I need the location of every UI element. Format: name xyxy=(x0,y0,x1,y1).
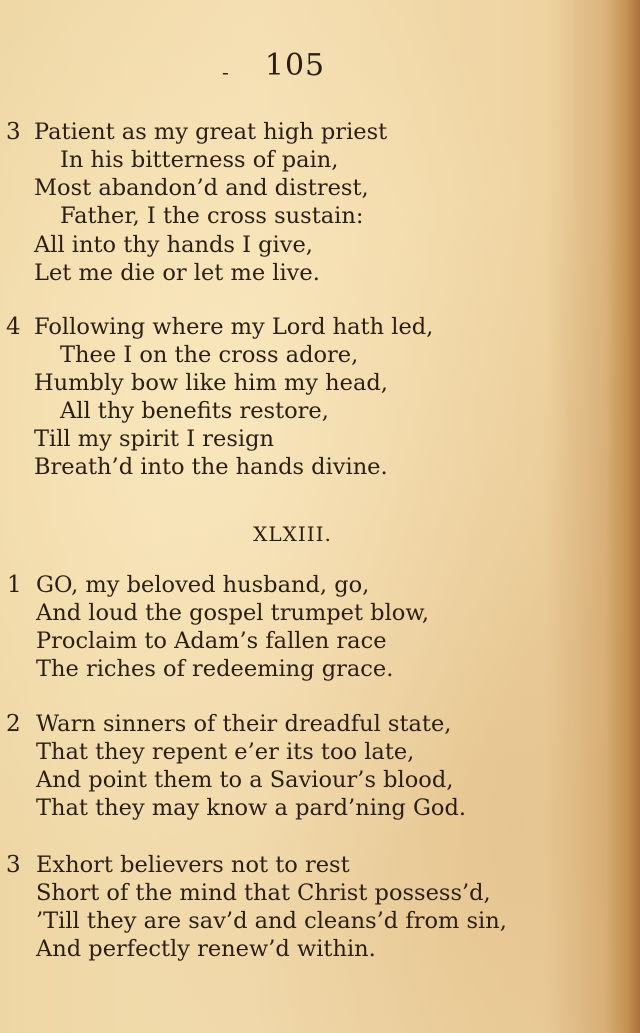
verse-line: Short of the mind that Christ possess’d, xyxy=(36,880,491,906)
verse-number: 2 xyxy=(6,711,21,737)
verse-line: ’Till they are sav’d and cleans’d from sin, xyxy=(36,908,507,934)
verse-line: Father, I the cross sustain: xyxy=(60,203,364,229)
verse-line: That they may know a pard’ning God. xyxy=(36,795,467,821)
verse-line: Proclaim to Adam’s fallen race xyxy=(36,628,387,654)
verse-line: Let me die or let me live. xyxy=(34,260,320,286)
page-edge-shadow xyxy=(606,0,640,1033)
verse-line: And point them to a Saviour’s blood, xyxy=(36,767,454,793)
verse-line: Breath’d into the hands divine. xyxy=(34,454,388,480)
verse-line: All thy benefits restore, xyxy=(60,398,329,424)
verse-line: Most abandon’d and distrest, xyxy=(34,175,369,201)
verse-line: And perfectly renew’d within. xyxy=(36,936,376,962)
verse-number: 3 xyxy=(6,852,21,878)
page-number: 105 xyxy=(264,48,326,83)
verse-line: Thee I on the cross adore, xyxy=(60,342,359,368)
verse-number: 4 xyxy=(6,314,21,340)
verse-line: All into thy hands I give, xyxy=(34,232,313,258)
verse-line: In his bitterness of pain, xyxy=(60,147,339,173)
verse-number: 1 xyxy=(7,572,22,598)
hymn-title: XLXIII. xyxy=(253,522,332,546)
verse-line: Till my spirit I resign xyxy=(34,426,274,452)
verse-line: Warn sinners of their dreadful state, xyxy=(36,711,452,737)
verse-line: Following where my Lord hath led, xyxy=(34,314,434,340)
verse-line: Humbly bow like him my head, xyxy=(34,370,388,396)
verse-number: 3 xyxy=(6,119,21,145)
verse-line: GO, my beloved husband, go, xyxy=(36,572,370,598)
verse-line: That they repent e’er its too late, xyxy=(36,739,415,765)
verse-line: And loud the gospel trumpet blow, xyxy=(36,600,430,626)
page-number-mark: - xyxy=(222,60,230,84)
verse-line: Exhort believers not to rest xyxy=(36,852,350,878)
page-header xyxy=(0,48,580,83)
verse-line: Patient as my great high priest xyxy=(34,119,388,145)
verse-line: The riches of redeeming grace. xyxy=(36,656,394,682)
